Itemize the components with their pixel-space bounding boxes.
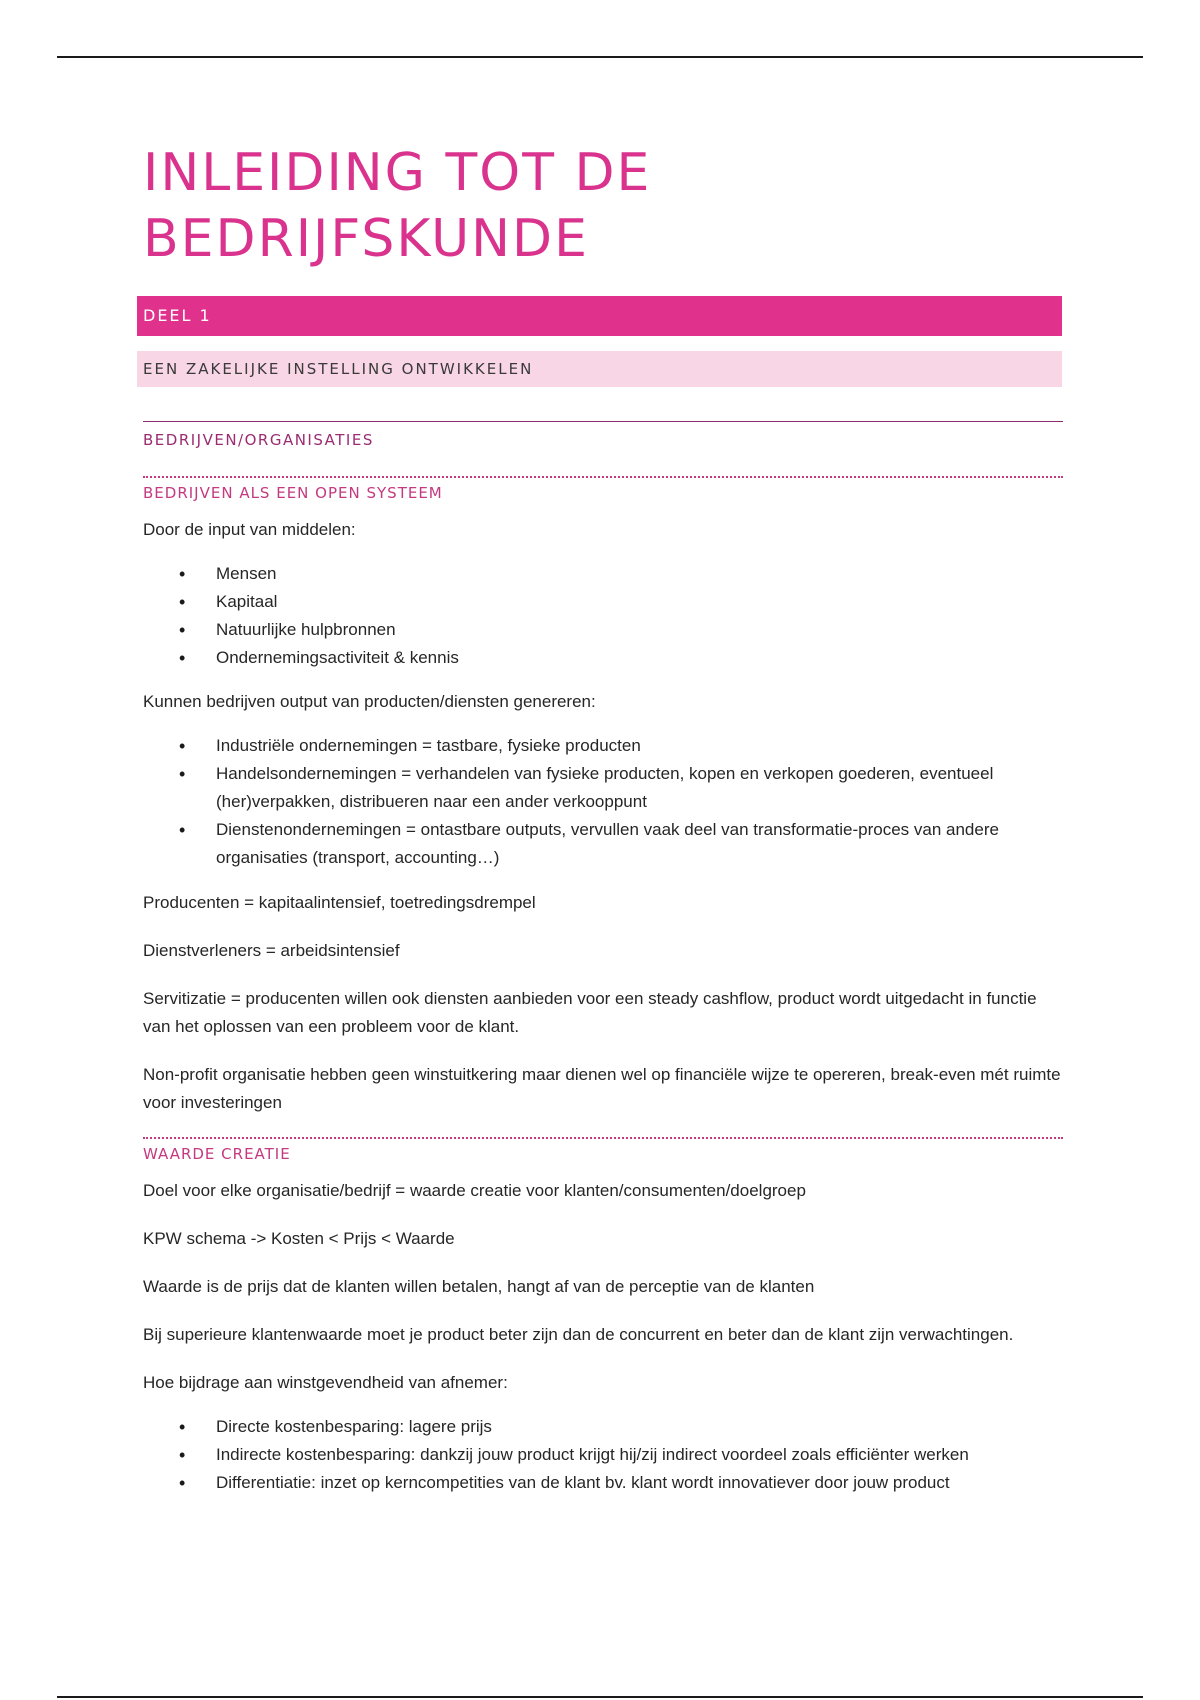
inputs-list [143,560,1063,672]
list-item: • Directe kostenbesparing: lagere prijs [143,1413,1063,1441]
list-item: • Natuurlijke hulpbronnen [143,616,1063,644]
open-system-intro: Door de input van middelen: [143,520,356,539]
title-line-2: BEDRIJFSKUNDE [143,209,589,269]
document-body [143,140,1063,1497]
list-item: • Kapitaal [143,588,1063,616]
list-item: • Handelsondernemingen = verhandelen van fysieke producten, kopen en verkopen goederen, eventueel (her)verpakken, distribueren naar een ander verkooppunt [143,760,1063,816]
subsection-heading-value-creation: WAARDE CREATIE [143,1137,1063,1165]
list-item: • Indirecte kostenbesparing: dankzij jouw product krijgt hij/zij indirect voordeel zoals efficiënter werken [143,1441,1063,1469]
part-banner: DEEL 1 [137,296,1062,336]
bijdrage-list [143,1413,1063,1497]
producenten-paragraph: Producenten = kapitaalintensief, toetredingsdrempel [143,893,536,912]
superieur-paragraph: Bij superieure klantenwaarde moet je product beter zijn dan de concurrent en beter dan de klant zijn verwachtingen. [143,1325,1014,1344]
doel-paragraph: Doel voor elke organisatie/bedrijf = waarde creatie voor klanten/consumenten/doelgroep [143,1181,806,1200]
servitizatie-paragraph: Servitizatie = producenten willen ook diensten aanbieden voor een steady cashflow, product wordt uitgedacht in functie van het oplossen van een probleem voor de klant. [143,989,1037,1036]
section-heading: BEDRIJVEN/ORGANISATIES [143,421,1063,456]
title-line-1: INLEIDING TOT DE [143,143,652,203]
subsection-heading-open-system: BEDRIJVEN ALS EEN OPEN SYSTEEM [143,476,1063,504]
document-title [143,140,1063,272]
waarde-paragraph: Waarde is de prijs dat de klanten willen betalen, hangt af van de perceptie van de klanten [143,1277,815,1296]
page-bottom-rule [57,1696,1143,1698]
list-item: • Dienstenondernemingen = ontastbare outputs, vervullen vaak deel van transformatie-proces van andere organisaties (transport, accounting…) [143,816,1063,872]
list-item: • Industriële ondernemingen = tastbare, fysieke producten [143,732,1063,760]
list-item: • Ondernemingsactiviteit & kennis [143,644,1063,672]
output-intro: Kunnen bedrijven output van producten/diensten genereren: [143,692,596,711]
nonprofit-paragraph: Non-profit organisatie hebben geen winstuitkering maar dienen wel op financiële wijze te opereren, break-even mét ruimte voor investeringen [143,1065,1061,1112]
kpw-paragraph: KPW schema -> Kosten < Prijs < Waarde [143,1229,455,1248]
bijdrage-intro: Hoe bijdrage aan winstgevendheid van afnemer: [143,1373,508,1392]
chapter-banner: EEN ZAKELIJKE INSTELLING ONTWIKKELEN [137,351,1062,387]
page-top-rule [57,56,1143,58]
list-item: • Differentiatie: inzet op kerncompetities van de klant bv. klant wordt innovatiever door jouw product [143,1469,1063,1497]
list-item: • Mensen [143,560,1063,588]
outputs-list [143,732,1063,872]
dienstverleners-paragraph: Dienstverleners = arbeidsintensief [143,941,400,960]
